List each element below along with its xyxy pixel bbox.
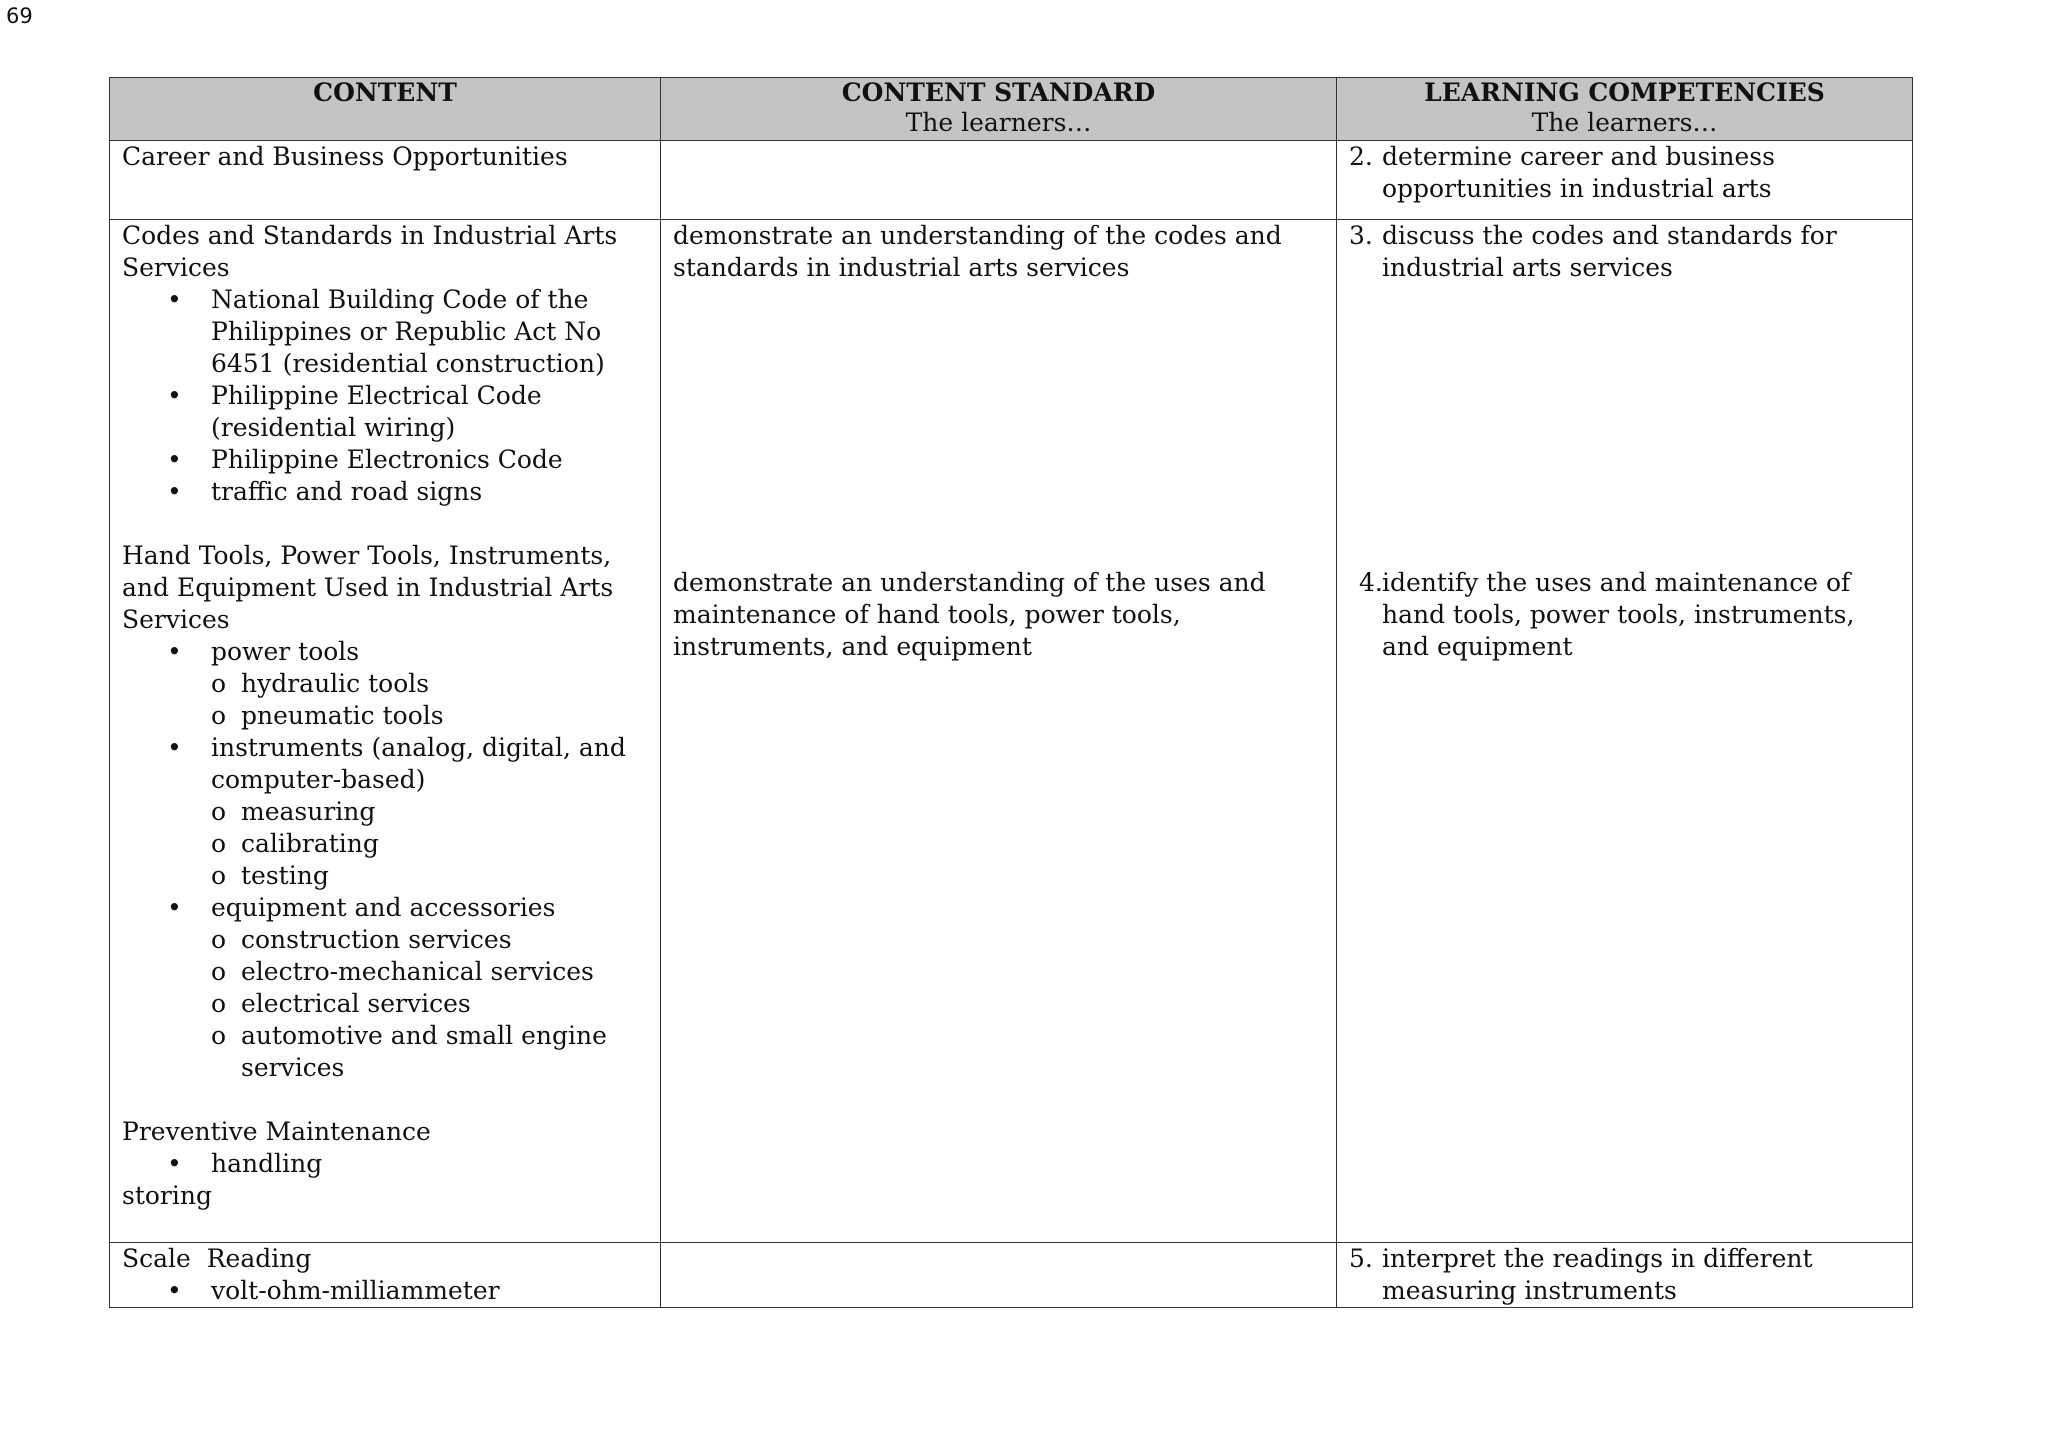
- header-row: [110, 78, 1913, 141]
- standard-text: demonstrate an understanding of the uses and maintenance of hand tools, power tools, instruments, and equipment: [673, 568, 1266, 661]
- list-item-label: instruments (analog, digital, and computer-based): [211, 733, 626, 794]
- preventive-list: [122, 1148, 648, 1180]
- competency-item: [1349, 567, 1900, 663]
- list-item: [211, 732, 648, 892]
- standard-cell: [661, 141, 1337, 220]
- storing-text: storing: [122, 1181, 212, 1210]
- spacer: [122, 1084, 648, 1116]
- standard-cell: [661, 220, 1337, 1243]
- header-standard-sub: The learners…: [905, 108, 1092, 137]
- codes-list: [122, 284, 648, 508]
- list-item-label: power tools: [211, 637, 360, 666]
- list-item: • Philippine Electronics Code: [211, 444, 648, 476]
- competency-cell: [1337, 141, 1913, 220]
- competency-item: [1349, 220, 1900, 284]
- spacer: [1349, 284, 1900, 567]
- standard-text: demonstrate an understanding of the codes and standards in industrial arts services: [673, 221, 1282, 282]
- content-cell: [110, 1243, 661, 1308]
- competency-item: [1349, 1243, 1900, 1307]
- tools-list: [122, 636, 648, 1084]
- header-competencies-title: LEARNING COMPETENCIES: [1424, 78, 1825, 107]
- curriculum-table: [109, 77, 1913, 1308]
- competency-number: 3.: [1349, 221, 1373, 250]
- table-row: [110, 220, 1913, 1243]
- codes-topic-title: Codes and Standards in Industrial Arts Services: [122, 221, 618, 282]
- list-item: • Philippine Electrical Code (residential wiring): [211, 380, 648, 444]
- scale-list: [122, 1275, 648, 1307]
- competency-text: determine career and business opportunities in industrial arts: [1382, 142, 1775, 203]
- standard-cell: [661, 1243, 1337, 1308]
- list-item: [211, 892, 648, 1084]
- competency-cell: [1337, 220, 1913, 1243]
- sub-list-item: o calibrating: [241, 828, 648, 860]
- competency-item: [1349, 141, 1900, 205]
- tools-topic-title: Hand Tools, Power Tools, Instruments, and Equipment Used in Industrial Arts Services: [122, 541, 614, 634]
- header-content-title: CONTENT: [313, 78, 457, 107]
- sub-list-item: o electrical services: [241, 988, 648, 1020]
- list-item: • volt-ohm-milliammeter: [211, 1275, 648, 1307]
- sub-list: [211, 668, 648, 732]
- competency-cell: [1337, 1243, 1913, 1308]
- list-item: • National Building Code of the Philippines or Republic Act No 6451 (residential construction): [211, 284, 648, 380]
- header-content: [110, 78, 661, 141]
- sub-list-item: o construction services: [241, 924, 648, 956]
- competency-text: interpret the readings in different measuring instruments: [1382, 1244, 1813, 1305]
- content-cell: [110, 220, 661, 1243]
- header-competencies: [1337, 78, 1913, 141]
- list-item: • traffic and road signs: [211, 476, 648, 508]
- sub-list-item: o testing: [241, 860, 648, 892]
- content-topic: Career and Business Opportunities: [122, 142, 568, 171]
- page-number: 69: [6, 4, 33, 28]
- competency-number: 4.: [1359, 568, 1383, 597]
- competency-number: 5.: [1349, 1244, 1373, 1273]
- preventive-topic-title: Preventive Maintenance: [122, 1117, 431, 1146]
- header-standard: [661, 78, 1337, 141]
- list-item: • handling: [211, 1148, 648, 1180]
- list-item-label: equipment and accessories: [211, 893, 556, 922]
- competency-text: discuss the codes and standards for industrial arts services: [1382, 221, 1837, 282]
- sub-list: [211, 796, 648, 892]
- sub-list-item: o pneumatic tools: [241, 700, 648, 732]
- competency-text: identify the uses and maintenance of hand tools, power tools, instruments, and equipment: [1382, 568, 1855, 661]
- table-row: [110, 141, 1913, 220]
- sub-list-item: o automotive and small engine services: [241, 1020, 648, 1084]
- sub-list: [211, 924, 648, 1084]
- list-item: [211, 636, 648, 732]
- header-standard-title: CONTENT STANDARD: [841, 78, 1156, 107]
- content-topic: Scale Reading: [122, 1244, 312, 1273]
- content-cell: [110, 141, 661, 220]
- sub-list-item: o hydraulic tools: [241, 668, 648, 700]
- table-row: [110, 1243, 1913, 1308]
- sub-list-item: o electro-mechanical services: [241, 956, 648, 988]
- spacer: [673, 284, 1324, 567]
- spacer: [122, 508, 648, 540]
- sub-list-item: o measuring: [241, 796, 648, 828]
- header-competencies-sub: The learners…: [1531, 108, 1718, 137]
- competency-number: 2.: [1349, 142, 1373, 171]
